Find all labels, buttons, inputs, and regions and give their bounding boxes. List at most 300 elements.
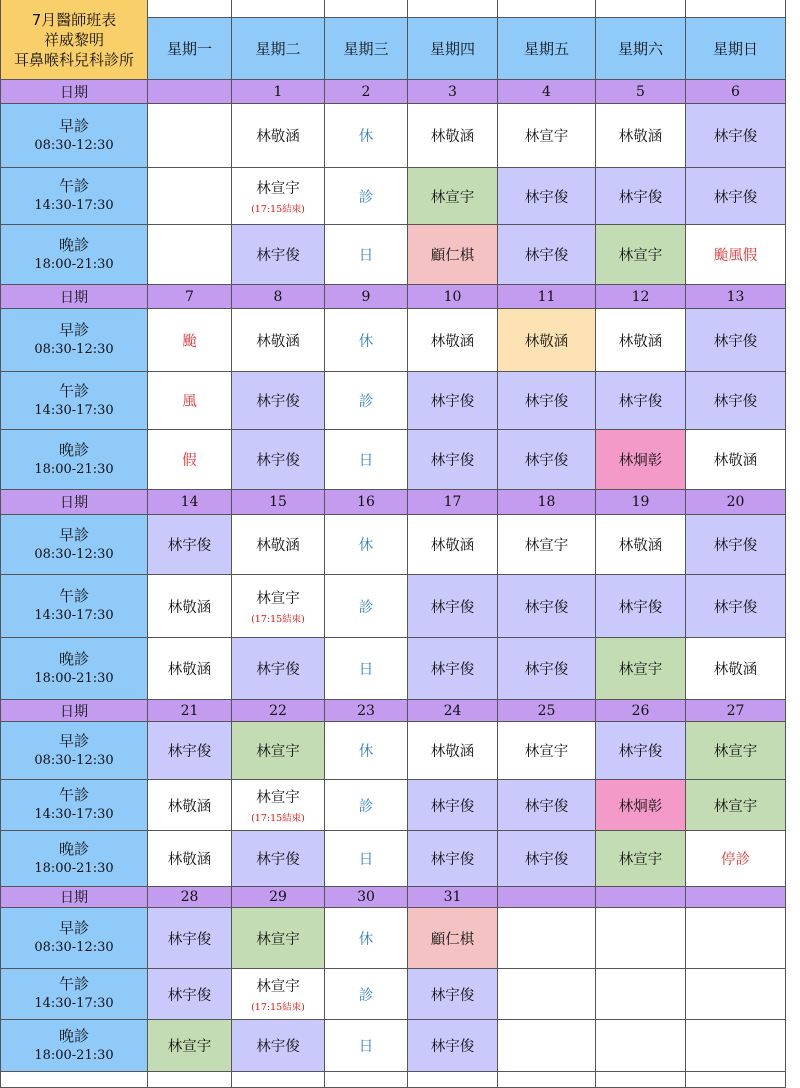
doctor-name: 林宇俊 [524, 248, 569, 264]
date-cell [325, 700, 408, 722]
date-number: 23 [357, 702, 375, 719]
doctor-cell [232, 638, 325, 700]
doctor-name: 林敬涵 [618, 129, 663, 145]
doctor-name: 林宇俊 [713, 394, 758, 410]
doctor-name: 林敬涵 [167, 798, 212, 815]
doctor-name: 林敬涵 [618, 538, 663, 554]
doctor-cell [596, 780, 686, 831]
doctor-cell [408, 831, 498, 887]
doctor-cell [232, 831, 325, 887]
date-number: 20 [726, 494, 745, 510]
shift-name: 晚診 [58, 839, 89, 858]
doctor-name: 林宇俊 [618, 189, 663, 206]
shift-time: 14:30-17:30 [34, 996, 114, 1011]
doctor-name: 林敬涵 [618, 333, 663, 350]
doctor-cell [148, 780, 232, 831]
doctor-name: 林宇俊 [430, 798, 475, 815]
date-cell [596, 80, 686, 104]
shift-label [0, 225, 148, 285]
title-line: 祥威黎明 [43, 30, 104, 49]
doctor-name: 林敬涵 [256, 129, 300, 145]
date-cell [232, 80, 325, 104]
doctor-name: 林宇俊 [430, 662, 475, 678]
date-cell [498, 887, 596, 908]
doctor-cell [686, 969, 786, 1020]
shift-name: 午診 [58, 587, 89, 605]
date-number: 18 [537, 494, 556, 510]
doctor-name: 診 [358, 987, 374, 1004]
date-number: 31 [443, 889, 462, 905]
doctor-name: 林宣宇 [618, 662, 663, 678]
doctor-name: 林敬涵 [167, 852, 212, 868]
date-number: 7 [185, 288, 194, 305]
doctor-cell [596, 168, 686, 225]
doctor-name: 林敬涵 [167, 662, 212, 678]
doctor-name: 林宇俊 [430, 1039, 475, 1055]
date-number: 1 [273, 83, 283, 100]
doctor-cell [498, 969, 596, 1020]
shift-name: 午診 [58, 975, 89, 993]
doctor-name: 日 [358, 453, 374, 469]
doctor-cell [232, 722, 325, 780]
doctor-cell [498, 1020, 596, 1072]
doctor-name: 林宇俊 [524, 189, 569, 206]
doctor-cell [686, 372, 786, 430]
shift-end-note: (17:15結束) [251, 1002, 305, 1013]
doctor-cell [498, 638, 596, 700]
doctor-cell [325, 638, 408, 700]
doctor-cell [498, 309, 596, 372]
doctor-cell [686, 1020, 786, 1072]
doctor-cell [325, 780, 408, 831]
doctor-name: 林宣宇 [524, 129, 569, 145]
shift-label [0, 722, 148, 780]
sheet-bottom-strip [686, 1072, 786, 1088]
date-cell [325, 80, 408, 104]
date-cell [498, 700, 596, 722]
weekday-label: 星期二 [255, 40, 301, 58]
title-line: 7月醫師班表 [31, 10, 117, 29]
doctor-name: 林敬涵 [430, 129, 475, 145]
doctor-cell [232, 372, 325, 430]
date-number: 16 [357, 494, 375, 510]
weekday-label: 星期日 [712, 40, 758, 58]
shift-label [0, 780, 148, 831]
doctor-cell [596, 722, 686, 780]
doctor-name: 日 [358, 248, 374, 264]
shift-label [0, 831, 148, 887]
doctor-name: 林宣宇 [618, 852, 663, 868]
date-cell [686, 700, 786, 722]
doctor-name: 林宇俊 [618, 744, 663, 760]
doctor-name: 林宇俊 [256, 852, 300, 868]
shift-time: 18:00-21:30 [34, 256, 114, 272]
doctor-cell [408, 225, 498, 285]
doctor-cell [596, 104, 686, 168]
doctor-cell [408, 1020, 498, 1072]
doctor-cell [232, 430, 325, 490]
shift-name: 晚診 [58, 235, 89, 254]
doctor-name: 林宣宇 [430, 189, 475, 206]
date-cell [148, 490, 232, 515]
doctor-name: 停診 [721, 852, 750, 868]
doctor-cell [686, 515, 786, 575]
shift-label [0, 638, 148, 700]
doctor-cell [498, 908, 596, 969]
shift-time: 18:00-21:30 [34, 1047, 114, 1063]
doctor-cell [596, 372, 686, 430]
date-cell [148, 80, 232, 104]
doctor-cell [596, 908, 686, 969]
date-number: 29 [269, 889, 287, 905]
doctor-name: 林宇俊 [167, 538, 212, 554]
date-row-label [0, 490, 148, 515]
doctor-cell [498, 372, 596, 430]
doctor-name: 休 [358, 931, 374, 948]
sheet-top-strip [325, 0, 408, 18]
shift-time: 08:30-12:30 [34, 546, 114, 562]
doctor-cell [686, 780, 786, 831]
date-number: 5 [636, 83, 645, 100]
shift-name: 晚診 [58, 1026, 89, 1045]
sheet-top-strip [498, 0, 596, 18]
shift-time: 08:30-12:30 [34, 137, 114, 153]
doctor-name: 林宇俊 [167, 931, 212, 948]
doctor-cell [148, 104, 232, 168]
doctor-cell [596, 309, 686, 372]
shift-label [0, 168, 148, 225]
shift-name: 早診 [58, 321, 89, 339]
date-row-label [0, 700, 148, 722]
doctor-cell [686, 638, 786, 700]
doctor-cell [498, 168, 596, 225]
doctor-cell [596, 575, 686, 638]
doctor-cell [408, 168, 498, 225]
doctor-name: 林宣宇 [256, 979, 300, 995]
weekday-label: 星期三 [343, 40, 389, 58]
date-label: 日期 [60, 84, 88, 101]
weekday-label: 星期一 [166, 40, 212, 58]
shift-time: 18:00-21:30 [34, 860, 114, 876]
doctor-cell [232, 309, 325, 372]
doctor-name: 林敬涵 [430, 744, 475, 760]
doctor-cell [498, 430, 596, 490]
doctor-name: 林宇俊 [524, 662, 569, 678]
doctor-cell [498, 104, 596, 168]
shift-label [0, 575, 148, 638]
doctor-cell [325, 168, 408, 225]
doctor-cell [686, 722, 786, 780]
date-number: 24 [443, 702, 462, 719]
doctor-name: 林敬涵 [430, 333, 475, 350]
doctor-cell [325, 722, 408, 780]
shift-time: 08:30-12:30 [34, 342, 114, 357]
doctor-name: 休 [358, 744, 374, 760]
shift-time: 08:30-12:30 [34, 940, 114, 955]
date-cell [148, 887, 232, 908]
date-label: 日期 [60, 289, 88, 306]
doctor-cell [686, 575, 786, 638]
doctor-cell [686, 309, 786, 372]
doctor-cell [148, 372, 232, 430]
shift-name: 午診 [58, 786, 89, 804]
sheet-bottom-strip [148, 1072, 232, 1088]
doctor-name: 診 [358, 189, 374, 206]
date-number: 30 [357, 889, 375, 905]
doctor-name: 林宇俊 [713, 538, 758, 554]
doctor-name: 林炯彰 [618, 453, 663, 469]
title-line: 耳鼻喉科兒科診所 [13, 50, 134, 69]
schedule-title [0, 0, 148, 80]
shift-time: 14:30-17:30 [34, 198, 114, 213]
doctor-cell [596, 225, 686, 285]
date-cell [408, 80, 498, 104]
weekday-header [498, 18, 596, 80]
date-cell [148, 285, 232, 309]
shift-time: 14:30-17:30 [34, 402, 114, 418]
date-row-label [0, 285, 148, 309]
shift-time: 18:00-21:30 [34, 461, 114, 477]
date-number: 8 [273, 288, 283, 305]
weekday-header [596, 18, 686, 80]
date-cell [686, 80, 786, 104]
doctor-name: 林宣宇 [524, 744, 569, 760]
date-number: 11 [537, 288, 556, 305]
date-number: 4 [542, 83, 551, 100]
doctor-cell [325, 225, 408, 285]
doctor-name: 林宇俊 [167, 987, 212, 1004]
doctor-cell [325, 969, 408, 1020]
date-cell [596, 887, 686, 908]
doctor-cell [408, 780, 498, 831]
doctor-name: 林宇俊 [256, 394, 300, 410]
shift-label [0, 104, 148, 168]
date-number: 25 [537, 702, 556, 719]
doctor-cell [408, 722, 498, 780]
doctor-name: 林宇俊 [524, 798, 569, 815]
date-cell [325, 285, 408, 309]
shift-name: 早診 [58, 116, 89, 135]
date-cell [686, 887, 786, 908]
doctor-name: 林宇俊 [524, 599, 569, 616]
date-cell [232, 700, 325, 722]
weekday-label: 星期五 [523, 40, 569, 58]
doctor-cell [686, 908, 786, 969]
weekday-header [232, 18, 325, 80]
weekday-header [325, 18, 408, 80]
shift-time: 08:30-12:30 [34, 752, 114, 768]
doctor-cell [596, 1020, 686, 1072]
weekday-header [686, 18, 786, 80]
date-cell [325, 490, 408, 515]
doctor-cell [148, 638, 232, 700]
doctor-name: 林宇俊 [524, 852, 569, 868]
doctor-cell [232, 225, 325, 285]
shift-name: 早診 [58, 731, 89, 750]
shift-name: 晚診 [58, 440, 89, 459]
date-cell [596, 285, 686, 309]
doctor-name: 日 [358, 852, 374, 868]
doctor-name: 林敬涵 [713, 662, 758, 678]
date-cell [408, 490, 498, 515]
doctor-cell [325, 104, 408, 168]
doctor-name: 休 [358, 538, 374, 554]
doctor-cell [686, 168, 786, 225]
sheet-top-strip [596, 0, 686, 18]
doctor-cell [232, 575, 325, 638]
shift-label [0, 969, 148, 1020]
shift-end-note: (17:15結束) [251, 614, 305, 625]
doctor-cell [232, 168, 325, 225]
date-number: 9 [361, 288, 371, 305]
doctor-name: 林宣宇 [256, 591, 300, 607]
doctor-cell [408, 969, 498, 1020]
date-label: 日期 [60, 890, 88, 906]
shift-time: 14:30-17:30 [34, 807, 114, 822]
doctor-cell [408, 372, 498, 430]
date-number: 3 [448, 83, 457, 100]
sheet-bottom-strip [325, 1072, 408, 1088]
doctor-name: 林宣宇 [256, 790, 300, 806]
sheet-top-strip [408, 0, 498, 18]
shift-label [0, 515, 148, 575]
date-number: 10 [443, 288, 462, 305]
doctor-cell [148, 430, 232, 490]
doctor-cell [232, 104, 325, 168]
doctor-name: 林敬涵 [430, 538, 475, 554]
doctor-cell [232, 908, 325, 969]
doctor-name: 風 [182, 394, 197, 410]
doctor-cell [596, 969, 686, 1020]
date-label: 日期 [60, 495, 88, 511]
date-number: 13 [726, 288, 745, 305]
shift-label [0, 908, 148, 969]
date-cell [498, 490, 596, 515]
doctor-cell [325, 309, 408, 372]
weekday-label: 星期六 [617, 40, 663, 58]
sheet-bottom-strip [498, 1072, 596, 1088]
doctor-cell [686, 430, 786, 490]
doctor-cell [408, 575, 498, 638]
doctor-name: 林宇俊 [430, 453, 475, 469]
shift-name: 早診 [58, 525, 89, 544]
shift-end-note: (17:15結束) [251, 813, 305, 824]
sheet-bottom-strip [596, 1072, 686, 1088]
date-cell [408, 285, 498, 309]
doctor-cell [232, 969, 325, 1020]
weekday-label: 星期四 [429, 40, 475, 58]
doctor-cell [498, 780, 596, 831]
doctor-cell [408, 430, 498, 490]
doctor-cell [232, 780, 325, 831]
shift-time: 18:00-21:30 [34, 670, 114, 686]
doctor-name: 林宇俊 [713, 333, 758, 350]
doctor-cell [498, 225, 596, 285]
date-number: 15 [269, 494, 287, 510]
doctor-name: 日 [358, 662, 374, 678]
doctor-name: 林炯彰 [618, 798, 663, 815]
doctor-name: 林敬涵 [713, 453, 758, 469]
doctor-cell [408, 104, 498, 168]
date-cell [686, 285, 786, 309]
doctor-cell [408, 309, 498, 372]
date-cell [596, 700, 686, 722]
doctor-cell [325, 1020, 408, 1072]
doctor-name: 林宣宇 [256, 181, 300, 197]
doctor-name: 林宇俊 [618, 394, 663, 410]
doctor-cell [232, 515, 325, 575]
doctor-name: 颱 [182, 333, 197, 350]
date-number: 27 [726, 702, 745, 719]
date-number: 14 [180, 494, 199, 510]
doctor-cell [148, 969, 232, 1020]
doctor-name: 林宣宇 [524, 538, 569, 554]
doctor-name: 颱風假 [713, 248, 758, 264]
date-number: 26 [631, 702, 650, 719]
doctor-name: 休 [358, 129, 374, 145]
doctor-name: 林宇俊 [713, 189, 758, 206]
doctor-name: 林宣宇 [713, 798, 758, 815]
doctor-name: 顧仁棋 [430, 931, 475, 948]
date-cell [498, 80, 596, 104]
doctor-cell [148, 831, 232, 887]
doctor-cell [148, 168, 232, 225]
doctor-cell [498, 575, 596, 638]
doctor-cell [498, 515, 596, 575]
doctor-name: 林敬涵 [256, 333, 300, 350]
doctor-cell [498, 722, 596, 780]
date-number: 19 [631, 494, 650, 510]
doctor-cell [148, 225, 232, 285]
doctor-name: 林宣宇 [256, 931, 300, 948]
sheet-top-strip [232, 0, 325, 18]
sheet-bottom-strip [232, 1072, 325, 1088]
shift-label [0, 430, 148, 490]
doctor-cell [596, 831, 686, 887]
doctor-cell [148, 515, 232, 575]
doctor-cell [148, 908, 232, 969]
doctor-cell [325, 430, 408, 490]
date-cell [596, 490, 686, 515]
doctor-name: 林宣宇 [618, 248, 663, 264]
date-number: 6 [731, 83, 740, 100]
sheet-top-strip [686, 0, 786, 18]
doctor-name: 林宣宇 [256, 744, 300, 760]
doctor-cell [408, 515, 498, 575]
date-label: 日期 [60, 703, 88, 720]
doctor-name: 林宇俊 [430, 599, 475, 616]
date-cell [408, 700, 498, 722]
date-row-label [0, 887, 148, 908]
doctor-name: 假 [182, 453, 197, 469]
shift-name: 早診 [58, 919, 89, 937]
sheet-top-strip [148, 0, 232, 18]
date-number: 28 [180, 889, 199, 905]
doctor-name: 林宇俊 [256, 1039, 300, 1055]
doctor-cell [498, 831, 596, 887]
doctor-name: 林宇俊 [524, 453, 569, 469]
shift-name: 午診 [58, 177, 89, 195]
doctor-cell [148, 722, 232, 780]
doctor-cell [325, 575, 408, 638]
weekday-header [408, 18, 498, 80]
doctor-cell [325, 372, 408, 430]
doctor-name: 林宇俊 [713, 599, 758, 616]
doctor-name: 林宇俊 [524, 394, 569, 410]
doctor-name: 林宇俊 [256, 453, 300, 469]
doctor-name: 林宣宇 [167, 1039, 212, 1055]
date-cell [325, 887, 408, 908]
